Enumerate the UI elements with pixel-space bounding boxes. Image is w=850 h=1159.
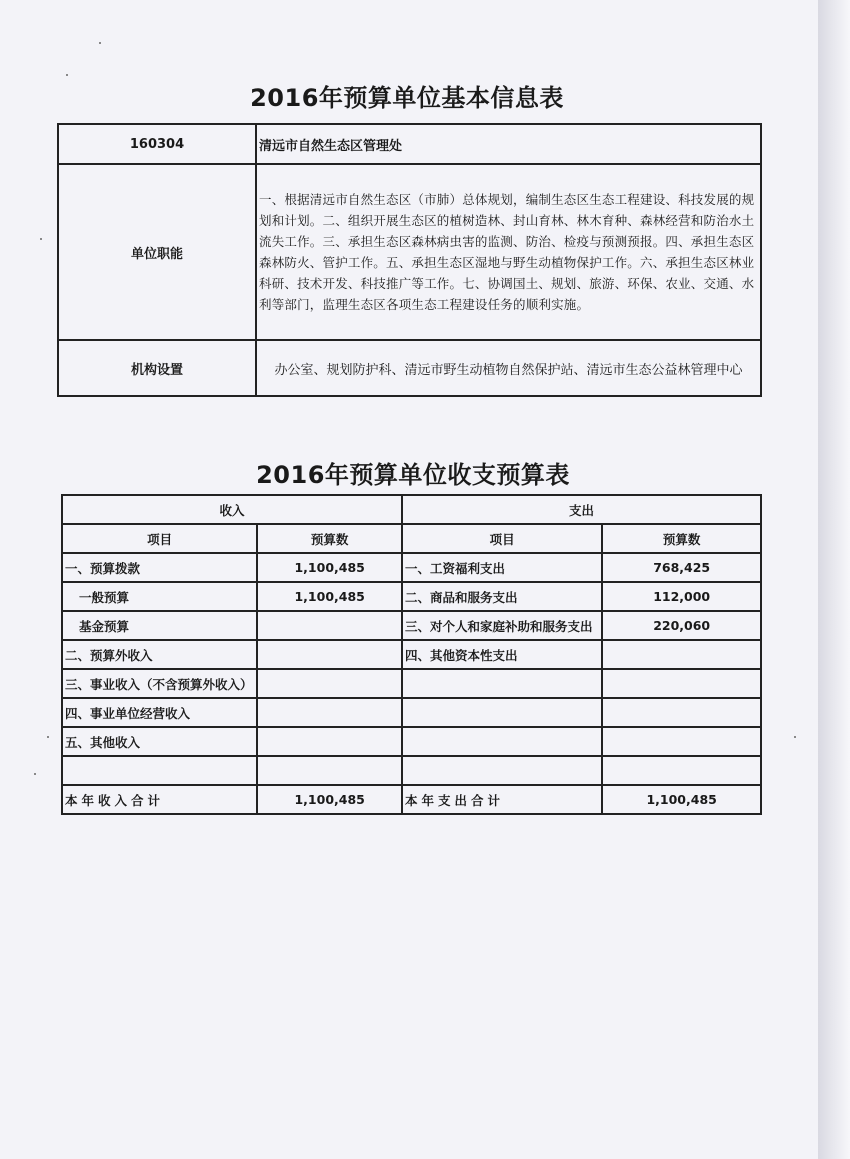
expense-amount: 768,425 (602, 553, 761, 582)
table-row (58, 124, 761, 164)
expense-amount (602, 698, 761, 727)
unit-name: 清远市自然生态区管理处 (256, 124, 761, 164)
table-row (62, 611, 761, 640)
total-expense-amount: 1,100,485 (602, 785, 761, 814)
income-amount (257, 727, 402, 756)
income-item: 二、预算外收入 (62, 640, 257, 669)
income-amount (257, 698, 402, 727)
expense-amount (602, 756, 761, 785)
income-item (62, 756, 257, 785)
expense-item (402, 756, 602, 785)
scan-speck (99, 42, 101, 44)
income-amount: 1,100,485 (257, 582, 402, 611)
table-row (62, 582, 761, 611)
income-amount (257, 669, 402, 698)
table-row (58, 164, 761, 340)
table-row-total (62, 785, 761, 814)
duty-text: 一、根据清远市自然生态区（市肺）总体规划，编制生态区生态工程建设、科技发展的规划和计划。二、组织开展生态区的植树造林、封山育林、林木育种、森林经营和防治水土流失工作。三、承担生态区森林病虫害的监测、防治、检疫与预测预报。四、承担生态区森林防火、管护工作。五、承担生态区湿地与野生动植物保护工作。六、承担生态区林业科研、技术开发、科技推广等工作。七、协调国土、规划、旅游、环保、农业、交通、水利等部门，监理生态区各项生态工程建设任务的顺利实施。 (256, 164, 761, 340)
income-item: 基金预算 (62, 611, 257, 640)
scan-speck (794, 736, 796, 738)
duty-label: 单位职能 (58, 164, 256, 340)
income-amount-header: 预算数 (257, 524, 402, 553)
scan-speck (40, 238, 42, 240)
expense-item: 三、对个人和家庭补助和服务支出 (402, 611, 602, 640)
income-item: 五、其他收入 (62, 727, 257, 756)
income-item: 四、事业单位经营收入 (62, 698, 257, 727)
table-row (62, 698, 761, 727)
table-row (62, 640, 761, 669)
info-table-title: 2016年预算单位基本信息表 (250, 84, 564, 112)
expense-item: 二、商品和服务支出 (402, 582, 602, 611)
expense-amount (602, 669, 761, 698)
income-item: 一、预算拨款 (62, 553, 257, 582)
org-text: 办公室、规划防护科、清远市野生动植物自然保护站、清远市生态公益林管理中心 (256, 340, 761, 396)
expense-item-header: 项目 (402, 524, 602, 553)
table-row (62, 669, 761, 698)
expense-item (402, 727, 602, 756)
scan-speck (34, 773, 36, 775)
budget-table-title: 2016年预算单位收支预算表 (256, 461, 570, 489)
income-header: 收入 (62, 495, 402, 524)
total-income-amount: 1,100,485 (257, 785, 402, 814)
budget-table (61, 494, 762, 815)
expense-item: 一、工资福利支出 (402, 553, 602, 582)
scan-edge (818, 0, 850, 1159)
income-item: 一般预算 (62, 582, 257, 611)
total-expense-label: 本年支出合计 (402, 785, 602, 814)
table-row (62, 524, 761, 553)
table-row (62, 495, 761, 524)
scan-speck (66, 74, 68, 76)
income-item-header: 项目 (62, 524, 257, 553)
expense-amount-header: 预算数 (602, 524, 761, 553)
income-amount: 1,100,485 (257, 553, 402, 582)
income-item: 三、事业收入（不含预算外收入） (62, 669, 257, 698)
expense-item: 四、其他资本性支出 (402, 640, 602, 669)
org-label: 机构设置 (58, 340, 256, 396)
total-income-label: 本年收入合计 (62, 785, 257, 814)
income-amount (257, 756, 402, 785)
table-row (62, 727, 761, 756)
expense-item (402, 669, 602, 698)
expense-item (402, 698, 602, 727)
expense-amount (602, 727, 761, 756)
table-row (58, 340, 761, 396)
table-row (62, 553, 761, 582)
basic-info-table (57, 123, 762, 397)
table-row (62, 756, 761, 785)
income-amount (257, 611, 402, 640)
expense-amount: 112,000 (602, 582, 761, 611)
expense-amount: 220,060 (602, 611, 761, 640)
income-amount (257, 640, 402, 669)
scan-speck (47, 736, 49, 738)
expense-header: 支出 (402, 495, 761, 524)
unit-code: 160304 (58, 124, 256, 164)
expense-amount (602, 640, 761, 669)
